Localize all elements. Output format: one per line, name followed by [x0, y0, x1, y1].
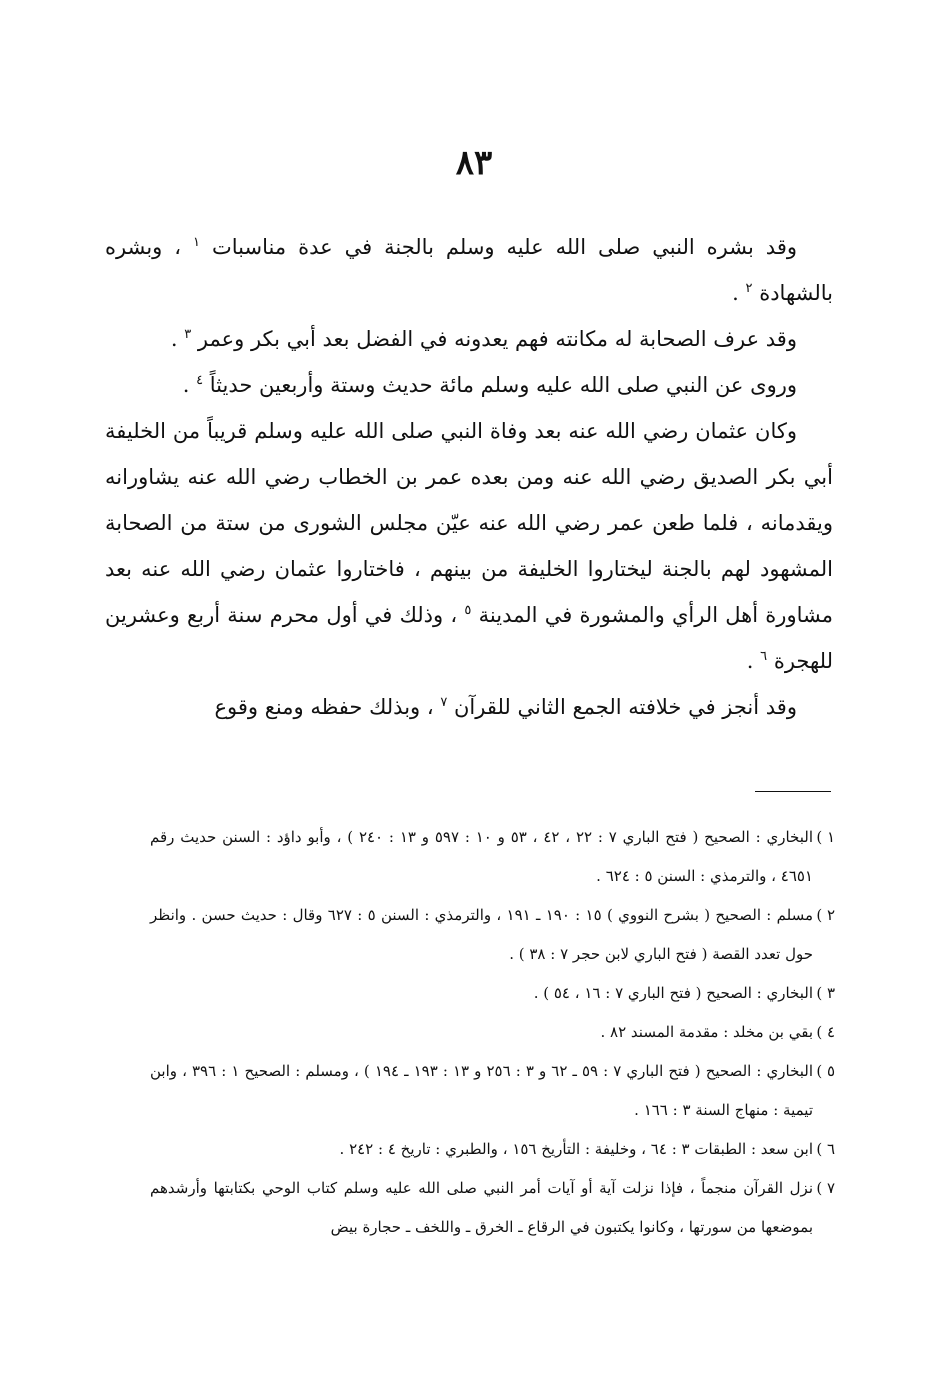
paragraph-text: وكان عثمان رضي الله عنه بعد وفاة النبي صلى الله عليه وسلم قريباً من الخليفة أبي بكر الصديق رضي الله عنه ومن بعده عمر بن الخطاب رضي الله عنه يشاورانه ويقدمانه ، فلما طعن عمر رضي الله عنه عيّن مجلس الشورى من ستة من الصحابة المشهود لهم بالجنة ليختاروا الخليفة من بينهم ، فاختاروا عثمان رضي الله عنه بعد مشاورة أهل الرأي والمشورة في المدينة	[105, 419, 833, 627]
page-number: ٨٣	[455, 143, 493, 183]
footnote-number: ٦ )	[816, 1140, 835, 1158]
footnote-reference: ٦	[760, 649, 768, 664]
paragraph	[105, 408, 833, 684]
footnote	[150, 1130, 835, 1169]
footnote-reference: ٤	[196, 373, 204, 388]
paragraph	[105, 316, 833, 362]
footnote-text: البخاري : الصحيح ( فتح الباري ٧ : ٥٩ ـ ٦٢ و ٣ : ٢٥٦ و ١٣ : ١٩٣ ـ ١٩٤ ) ، ومسلم : الصحيح ١ : ٣٩٦ ، وابن تيمية : منهاج السنة ٣ : ١٦٦ .	[150, 1062, 814, 1119]
paragraph-text: ، وذلك في أول محرم سنة أربع وعشرين للهجرة	[105, 603, 833, 673]
footnote-reference: ٧	[440, 695, 448, 710]
paragraph-text: .	[170, 327, 185, 351]
footnote-text: البخاري : الصحيح ( فتح الباري ٧ : ١٦ ، ٥٤ ) .	[533, 984, 813, 1002]
footnote	[150, 896, 835, 974]
footnote-reference: ٣	[184, 327, 192, 342]
footnote-text: ابن سعد : الطبقات ٣ : ٦٤ ، وخليفة : التأريخ ١٥٦ ، والطبري : تاريخ ٤ : ٢٤٢ .	[339, 1140, 813, 1158]
paragraph-text: .	[746, 649, 761, 673]
footnote-number: ٣ )	[816, 984, 835, 1002]
footnote	[150, 1052, 835, 1130]
footnote-number: ١ )	[816, 828, 835, 846]
footnote	[150, 1013, 835, 1052]
footnote-number: ٥ )	[816, 1062, 836, 1080]
main-text	[105, 224, 833, 730]
paragraph	[105, 224, 833, 316]
paragraph-text: ، وبذلك حفظه ومنع وقوع	[214, 695, 441, 719]
paragraph-text: .	[182, 373, 197, 397]
footnotes	[150, 818, 835, 1247]
footnote-number: ٤ )	[816, 1023, 835, 1041]
footnote-reference: ٥	[464, 603, 472, 618]
footnote-text: نزل القرآن منجماً ، فإذا نزلت آية أو آيات أمر النبي صلى الله عليه وسلم كتاب الوحي بكتابتها وأرشدهم بموضعها من سورتها ، وكانوا يكتبون في الرقاع ـ الخرق ـ واللخف ـ حجارة بيض	[150, 1179, 813, 1236]
paragraph-text: وقد بشره النبي صلى الله عليه وسلم بالجنة في عدة مناسبات	[212, 235, 798, 259]
footnote-reference: ٢	[745, 281, 753, 296]
paragraph	[105, 684, 833, 730]
footnote	[150, 974, 835, 1013]
paragraph	[105, 362, 833, 408]
paragraph-text: .	[732, 281, 746, 305]
footnote-text: مسلم : الصحيح ( بشرح النووي ) ١٥ : ١٩٠ ـ ١٩١ ، والترمذي : السنن ٥ : ٦٢٧ وقال : حديث حسن . وانظر حول تعدد القصة ( فتح الباري لابن حجر ٧ : ٣٨ ) .	[150, 906, 814, 963]
paragraph-text: ، وبشره بالشهادة	[105, 235, 833, 305]
footnote-number: ٧ )	[816, 1179, 835, 1197]
footnote-separator	[755, 791, 831, 792]
footnote	[150, 1169, 835, 1247]
footnote-number: ٢ )	[816, 906, 836, 924]
footnote-text: البخاري : الصحيح ( فتح الباري ٧ : ٢٢ ، ٤٢ ، ٥٣ و ١٠ : ٥٩٧ و ١٣ : ٢٤٠ ) ، وأبو داؤد : السنن حديث رقم ٤٦٥١ ، والترمذي : السنن ٥ : ٦٢٤ .	[150, 828, 813, 885]
paragraph-text: وقد أنجز في خلافته الجمع الثاني للقرآن	[453, 695, 797, 719]
paragraph-text: وروى عن النبي صلى الله عليه وسلم مائة حديث وستة وأربعين حديثاً	[209, 373, 797, 397]
footnote	[150, 818, 835, 896]
footnote-text: بقي بن مخلد : مقدمة المسند ٨٢ .	[600, 1023, 813, 1041]
footnote-reference: ١	[193, 235, 201, 250]
paragraph-text: وقد عرف الصحابة له مكانته فهم يعدونه في الفضل بعد أبي بكر وعمر	[197, 327, 797, 351]
